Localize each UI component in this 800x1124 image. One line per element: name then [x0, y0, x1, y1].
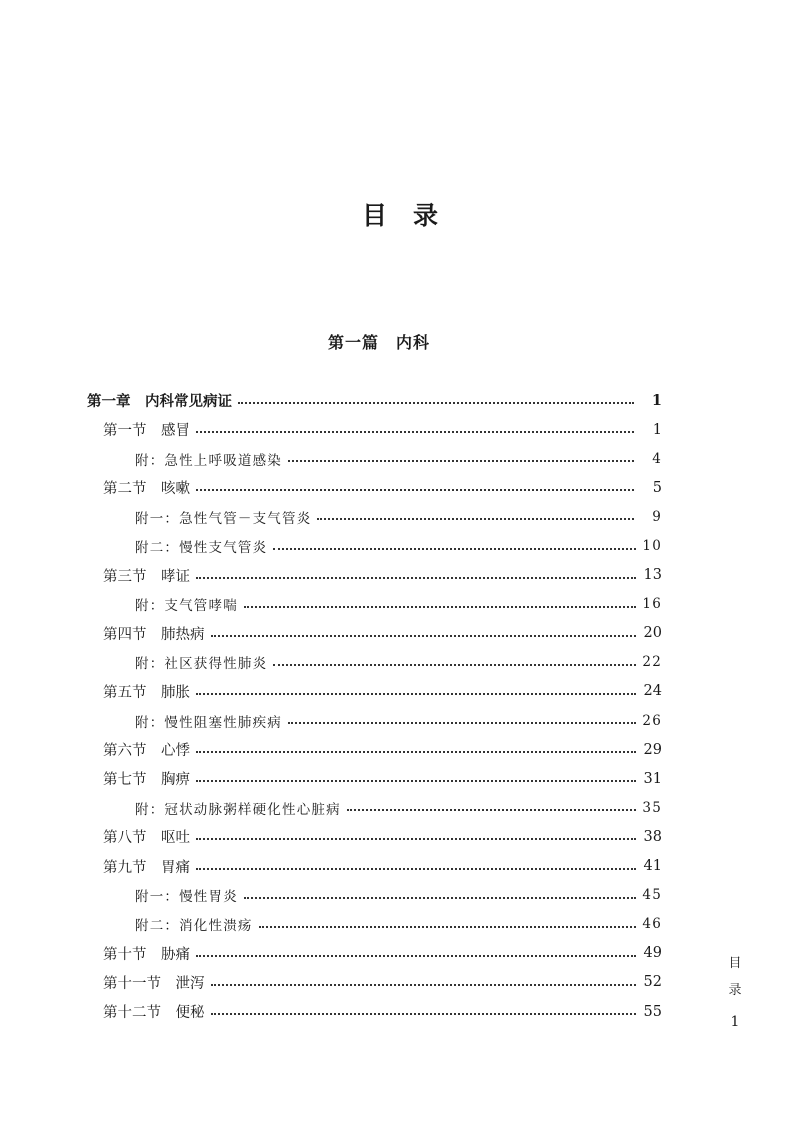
- toc-section-entry[interactable]: [0, 619, 800, 648]
- toc-entry-label: 附一：急性气管－支气管炎: [135, 507, 313, 527]
- toc-entry-page: 13: [643, 567, 662, 584]
- toc-appendix-entry[interactable]: [0, 444, 800, 473]
- toc-entry-page: 29: [643, 741, 662, 758]
- toc-entry-page: 41: [643, 858, 662, 875]
- toc-entry-label: 第十一节 泄泻: [103, 972, 207, 993]
- toc-leader-dots: [196, 488, 634, 491]
- toc-leader-dots: [196, 779, 636, 782]
- toc-entry-page: 1: [652, 421, 662, 438]
- toc-entry-label: 第一节 感冒: [103, 419, 192, 440]
- toc-appendix-entry[interactable]: [0, 648, 800, 677]
- table-of-contents: [0, 386, 800, 1026]
- toc-leader-dots: [244, 896, 636, 899]
- page-title: 目录: [361, 201, 464, 230]
- toc-section-entry[interactable]: [0, 677, 800, 706]
- toc-leader-dots: [273, 663, 636, 666]
- toc-leader-dots: [196, 576, 636, 579]
- toc-entry-label: 附：急性上呼吸道感染: [135, 449, 284, 469]
- toc-entry-page: 20: [643, 625, 662, 642]
- toc-entry-label: 第十二节 便秘: [103, 1001, 207, 1022]
- toc-section-entry[interactable]: [0, 852, 800, 881]
- toc-entry-page: 22: [642, 654, 662, 671]
- toc-entry-label: 第六节 心悸: [103, 739, 192, 760]
- toc-entry-label: 第七节 胸痹: [103, 768, 192, 789]
- toc-leader-dots: [259, 925, 636, 928]
- toc-entry-page: 16: [642, 596, 662, 613]
- toc-section-entry[interactable]: [0, 822, 800, 851]
- toc-appendix-entry[interactable]: [0, 706, 800, 735]
- toc-entry-page: 24: [643, 683, 662, 700]
- toc-entry-label: 第八节 呕吐: [103, 826, 192, 847]
- toc-entry-label: 附一：慢性胃炎: [135, 885, 240, 905]
- toc-entry-page: 1: [651, 392, 662, 410]
- toc-leader-dots: [211, 1012, 637, 1015]
- toc-appendix-entry[interactable]: [0, 590, 800, 619]
- toc-appendix-entry[interactable]: [0, 502, 800, 531]
- toc-section-entry[interactable]: [0, 997, 800, 1026]
- toc-leader-dots: [238, 401, 634, 404]
- toc-leader-dots: [244, 605, 636, 608]
- toc-appendix-entry[interactable]: [0, 531, 800, 560]
- toc-entry-page: 10: [642, 538, 662, 555]
- toc-entry-label: 第一章 内科常见病证: [87, 390, 234, 411]
- toc-leader-dots: [288, 721, 636, 724]
- toc-appendix-entry[interactable]: [0, 881, 800, 910]
- toc-leader-dots: [196, 867, 636, 870]
- toc-entry-page: 5: [652, 479, 662, 496]
- toc-entry-label: 第二节 咳嗽: [103, 477, 192, 498]
- toc-section-entry[interactable]: [0, 968, 800, 997]
- toc-entry-page: 26: [642, 712, 662, 729]
- toc-appendix-entry[interactable]: [0, 910, 800, 939]
- toc-chapter-entry[interactable]: [0, 386, 800, 415]
- toc-entry-label: 第三节 哮证: [103, 565, 192, 586]
- toc-entry-page: 45: [642, 887, 662, 904]
- toc-entry-page: 35: [642, 799, 662, 816]
- toc-section-entry[interactable]: [0, 415, 800, 444]
- toc-entry-label: 附：社区获得性肺炎: [135, 652, 269, 672]
- toc-entry-label: 附二：慢性支气管炎: [135, 536, 269, 556]
- toc-entry-label: 第五节 肺胀: [103, 681, 192, 702]
- toc-leader-dots: [196, 954, 636, 957]
- toc-leader-dots: [273, 547, 636, 550]
- toc-leader-dots: [196, 837, 636, 840]
- running-head-char-1: 目: [728, 956, 742, 971]
- toc-section-entry[interactable]: [0, 764, 800, 793]
- toc-section-entry[interactable]: [0, 939, 800, 968]
- toc-leader-dots: [196, 430, 634, 433]
- toc-appendix-entry[interactable]: [0, 793, 800, 822]
- page-number: 1: [730, 1014, 740, 1030]
- toc-entry-page: 4: [652, 450, 662, 467]
- toc-entry-page: 38: [643, 828, 662, 845]
- toc-section-entry[interactable]: [0, 473, 800, 502]
- running-head-char-2: 录: [728, 983, 742, 998]
- toc-entry-page: 9: [652, 508, 662, 525]
- part-title: 第一篇 内科: [327, 333, 430, 352]
- toc-section-entry[interactable]: [0, 561, 800, 590]
- toc-entry-page: 52: [643, 974, 662, 991]
- toc-leader-dots: [317, 517, 634, 520]
- toc-entry-label: 第九节 胃痛: [103, 856, 192, 877]
- toc-leader-dots: [288, 459, 634, 462]
- toc-leader-dots: [196, 750, 636, 753]
- toc-entry-page: 55: [643, 1003, 662, 1020]
- toc-entry-label: 第四节 肺热病: [103, 623, 207, 644]
- toc-leader-dots: [347, 808, 636, 811]
- toc-entry-page: 46: [642, 916, 662, 933]
- toc-entry-label: 附：支气管哮喘: [135, 594, 240, 614]
- toc-leader-dots: [196, 692, 636, 695]
- toc-entry-label: 附：慢性阻塞性肺疾病: [135, 711, 284, 731]
- toc-section-entry[interactable]: [0, 735, 800, 764]
- toc-entry-page: 31: [643, 770, 662, 787]
- toc-entry-label: 附：冠状动脉粥样硬化性心脏病: [135, 798, 343, 818]
- toc-leader-dots: [211, 634, 637, 637]
- toc-entry-page: 49: [643, 945, 662, 962]
- toc-entry-label: 附二：消化性溃疡: [135, 914, 255, 934]
- toc-entry-label: 第十节 胁痛: [103, 943, 192, 964]
- toc-leader-dots: [211, 983, 637, 986]
